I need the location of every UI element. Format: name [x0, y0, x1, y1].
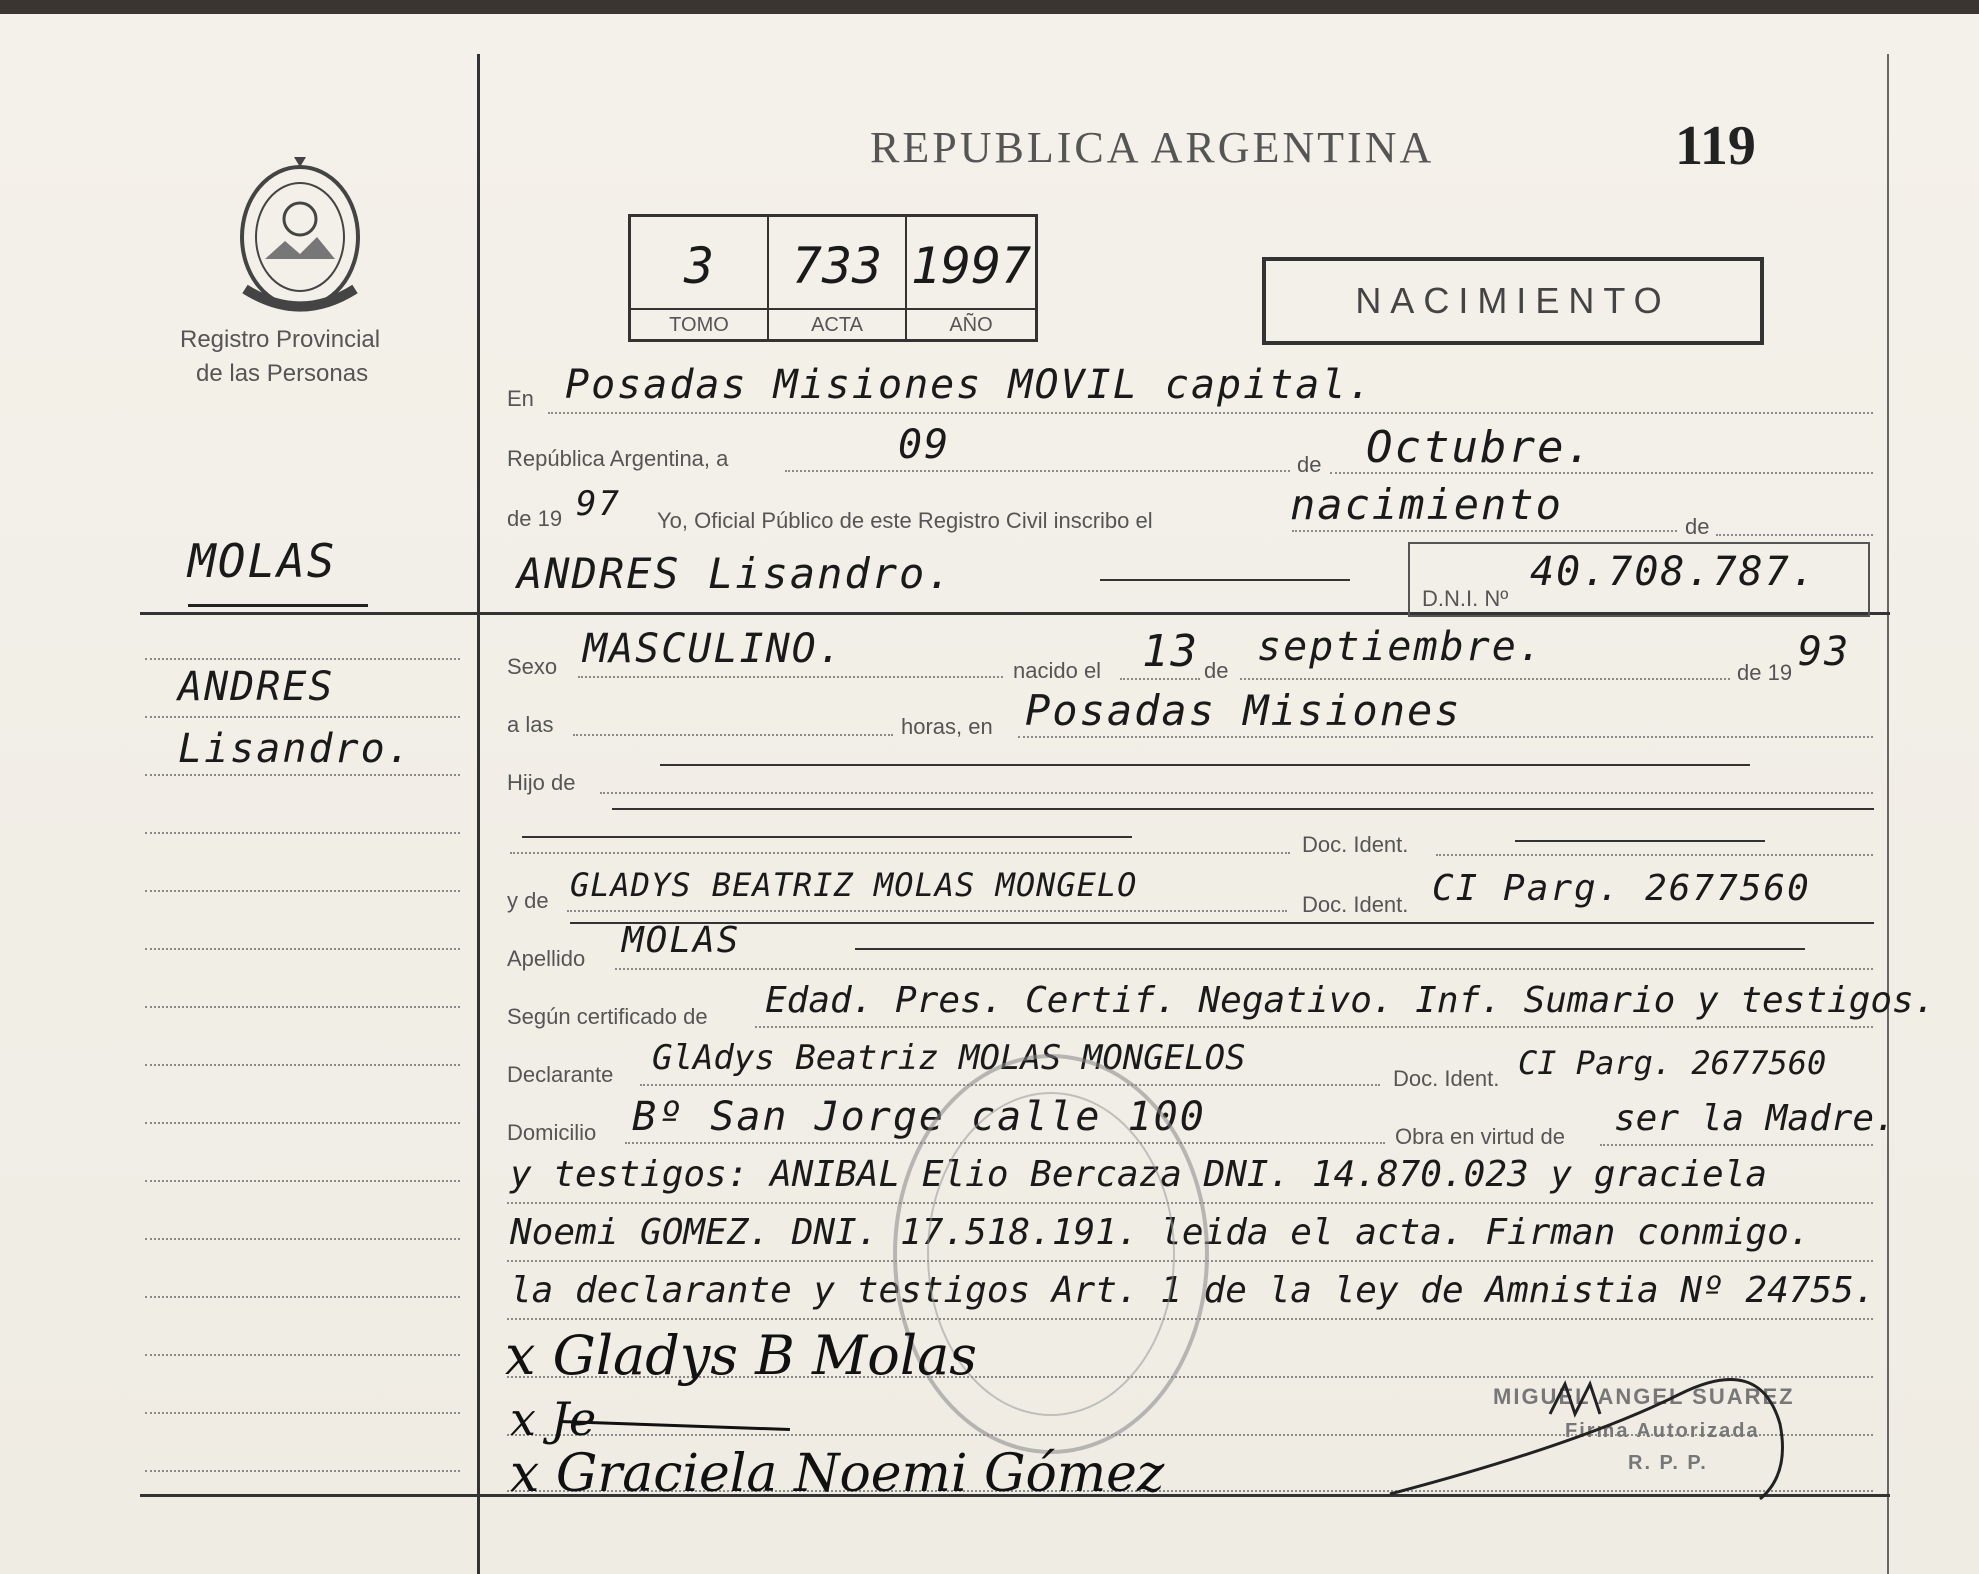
sexo-line	[578, 676, 1003, 678]
acta-label: ACTA	[769, 308, 905, 337]
yde-label: y de	[507, 888, 549, 913]
year-prefix-label: de 19	[507, 506, 563, 531]
obra-line	[1600, 1144, 1873, 1146]
declarante-label: Declarante	[507, 1062, 614, 1087]
hijo-blank-line-2	[612, 808, 1874, 810]
horas-line	[1018, 736, 1873, 738]
segun-value: Edad. Pres. Certif. Negativo. Inf. Sumario y testigos.	[765, 980, 1936, 1021]
signature-declarante: x Gladys B Molas	[505, 1324, 977, 1387]
observation-line-2: Noemi GOMEZ. DNI. 17.518.191. leida el acta. Firman conmigo.	[510, 1212, 1811, 1253]
horas-label: horas, en	[901, 714, 993, 739]
official-seal	[893, 1054, 1209, 1454]
left-line	[145, 1006, 460, 1008]
left-line	[145, 1296, 460, 1298]
registry-name-line1: Registro Provincial	[180, 326, 381, 353]
mother-doc: CI Parg. 2677560	[1432, 868, 1811, 909]
nacido-day: 13	[1142, 626, 1199, 677]
alas-line	[573, 734, 893, 736]
doc-ident-label: Doc. Ident.	[1302, 832, 1409, 857]
segun-line	[755, 1026, 1873, 1028]
given-name-left-1: ANDRES	[178, 664, 335, 710]
column-divider	[477, 54, 480, 1574]
record-number-box	[628, 214, 1038, 342]
month-value: Octubre.	[1366, 422, 1594, 473]
tomo-value: 3	[683, 237, 715, 295]
mother-underline	[570, 922, 1874, 924]
signature-witness-1: x Je	[510, 1392, 597, 1446]
apellido-value: MOLAS	[622, 920, 741, 961]
inscribo-value: nacimiento	[1290, 480, 1563, 529]
doc-ident-label-2: Doc. Ident.	[1302, 892, 1409, 917]
surname-left: MOLAS	[188, 534, 337, 588]
sexo-value: MASCULINO.	[583, 626, 844, 672]
nacido-label: nacido el	[1013, 658, 1102, 683]
dni-label: D.N.I. Nº	[1422, 586, 1509, 611]
left-line	[145, 1238, 460, 1240]
left-line	[145, 890, 460, 892]
left-line	[145, 832, 460, 834]
anio-cell	[907, 217, 1035, 339]
apellido-label: Apellido	[507, 946, 586, 971]
horas-place: Posadas Misiones	[1025, 686, 1462, 735]
father-blank-line	[522, 836, 1132, 838]
dni-value: 40.708.787.	[1530, 549, 1817, 595]
day-value: 09	[898, 422, 951, 468]
apellido-fill-line	[855, 948, 1805, 950]
apellido-line	[615, 968, 1873, 970]
folio-number: 119	[1675, 115, 1756, 177]
year-value: 97	[576, 484, 621, 524]
left-line	[145, 1412, 460, 1414]
nacido-day-line	[1120, 678, 1200, 680]
document-type-box: NACIMIENTO	[1262, 257, 1764, 345]
hijo-line	[600, 792, 1873, 794]
left-line	[145, 658, 460, 660]
domicilio-label: Domicilio	[507, 1120, 597, 1145]
alas-label: a las	[507, 712, 554, 737]
nacido-year: 93	[1798, 629, 1851, 675]
obra-label: Obra en virtud de	[1395, 1124, 1565, 1149]
hijo-blank-line	[660, 764, 1750, 766]
signature-witness-2: x Graciela Noemi Gómez	[510, 1444, 1165, 1504]
provincial-coat-of-arms-icon	[225, 149, 375, 319]
day-line	[785, 470, 1290, 472]
de-line	[1716, 534, 1873, 536]
domicilio-value: Bº San Jorge calle 100	[632, 1094, 1206, 1140]
en-line	[548, 412, 1873, 414]
de-label-2: de	[1685, 514, 1710, 539]
surname-underline	[188, 604, 368, 607]
sexo-label: Sexo	[507, 654, 558, 679]
en-label: En	[507, 386, 534, 411]
de-label-3: de	[1204, 658, 1229, 683]
de19-label: de 19	[1737, 660, 1793, 685]
official-name-stamp: MIGUEL ANGEL SUAREZ	[1493, 1384, 1795, 1409]
official-org-stamp: R. P. P.	[1628, 1452, 1708, 1474]
declarante-value: GlAdys Beatriz MOLAS MONGELOS	[652, 1038, 1246, 1078]
left-line	[145, 1180, 460, 1182]
inscribo-line	[1292, 530, 1677, 532]
de-label: de	[1297, 452, 1322, 477]
left-line	[145, 1122, 460, 1124]
child-name-value: ANDRES Lisandro.	[517, 549, 954, 598]
father-doc-blank	[1515, 840, 1765, 842]
document-title: REPUBLICA ARGENTINA	[870, 123, 1435, 172]
name-fill-line	[1100, 579, 1350, 581]
left-line	[145, 948, 460, 950]
yde-line	[567, 910, 1287, 912]
left-line	[145, 1064, 460, 1066]
official-signature-scribble	[1380, 1334, 1800, 1504]
observation-line-3: la declarante y testigos Art. 1 de la ley de Amnistia Nº 24755.	[510, 1270, 1876, 1311]
nacido-month: septiembre.	[1257, 624, 1544, 670]
segun-label: Según certificado de	[507, 1004, 708, 1029]
republica-label: República Argentina, a	[507, 446, 729, 471]
given-name-left-2: Lisandro.	[178, 726, 413, 772]
declarante-doc: CI Parg. 2677560	[1518, 1044, 1827, 1082]
en-value: Posadas Misiones MOVIL capital.	[565, 362, 1374, 408]
tomo-cell	[631, 217, 769, 339]
father-line	[510, 852, 1290, 854]
obra-value: ser la Madre.	[1614, 1098, 1896, 1139]
left-line	[145, 1470, 460, 1472]
anio-label: AÑO	[907, 308, 1035, 337]
observation-line-1: y testigos: ANIBAL Elio Bercaza DNI. 14.870.023 y graciela	[510, 1154, 1768, 1195]
left-line	[145, 1354, 460, 1356]
father-doc-line	[1436, 854, 1873, 856]
registry-name-line2: de las Personas	[196, 360, 369, 387]
nacido-month-line	[1240, 678, 1730, 680]
official-role-stamp: Firma Autorizada	[1565, 1420, 1760, 1442]
right-border	[1887, 54, 1889, 1574]
doc-ident-label-3: Doc. Ident.	[1393, 1066, 1500, 1091]
acta-value: 733	[791, 237, 883, 295]
birth-certificate-page	[0, 14, 1979, 1574]
left-line	[145, 774, 460, 776]
anio-value: 1997	[910, 237, 1032, 295]
left-line	[145, 716, 460, 718]
acta-cell	[769, 217, 907, 339]
hijo-label: Hijo de	[507, 770, 576, 795]
mother-name: GLADYS BEATRIZ MOLAS MONGELO	[570, 866, 1138, 904]
yo-label: Yo, Oficial Público de este Registro Civil inscribo el	[657, 508, 1153, 533]
tomo-label: TOMO	[631, 308, 767, 337]
